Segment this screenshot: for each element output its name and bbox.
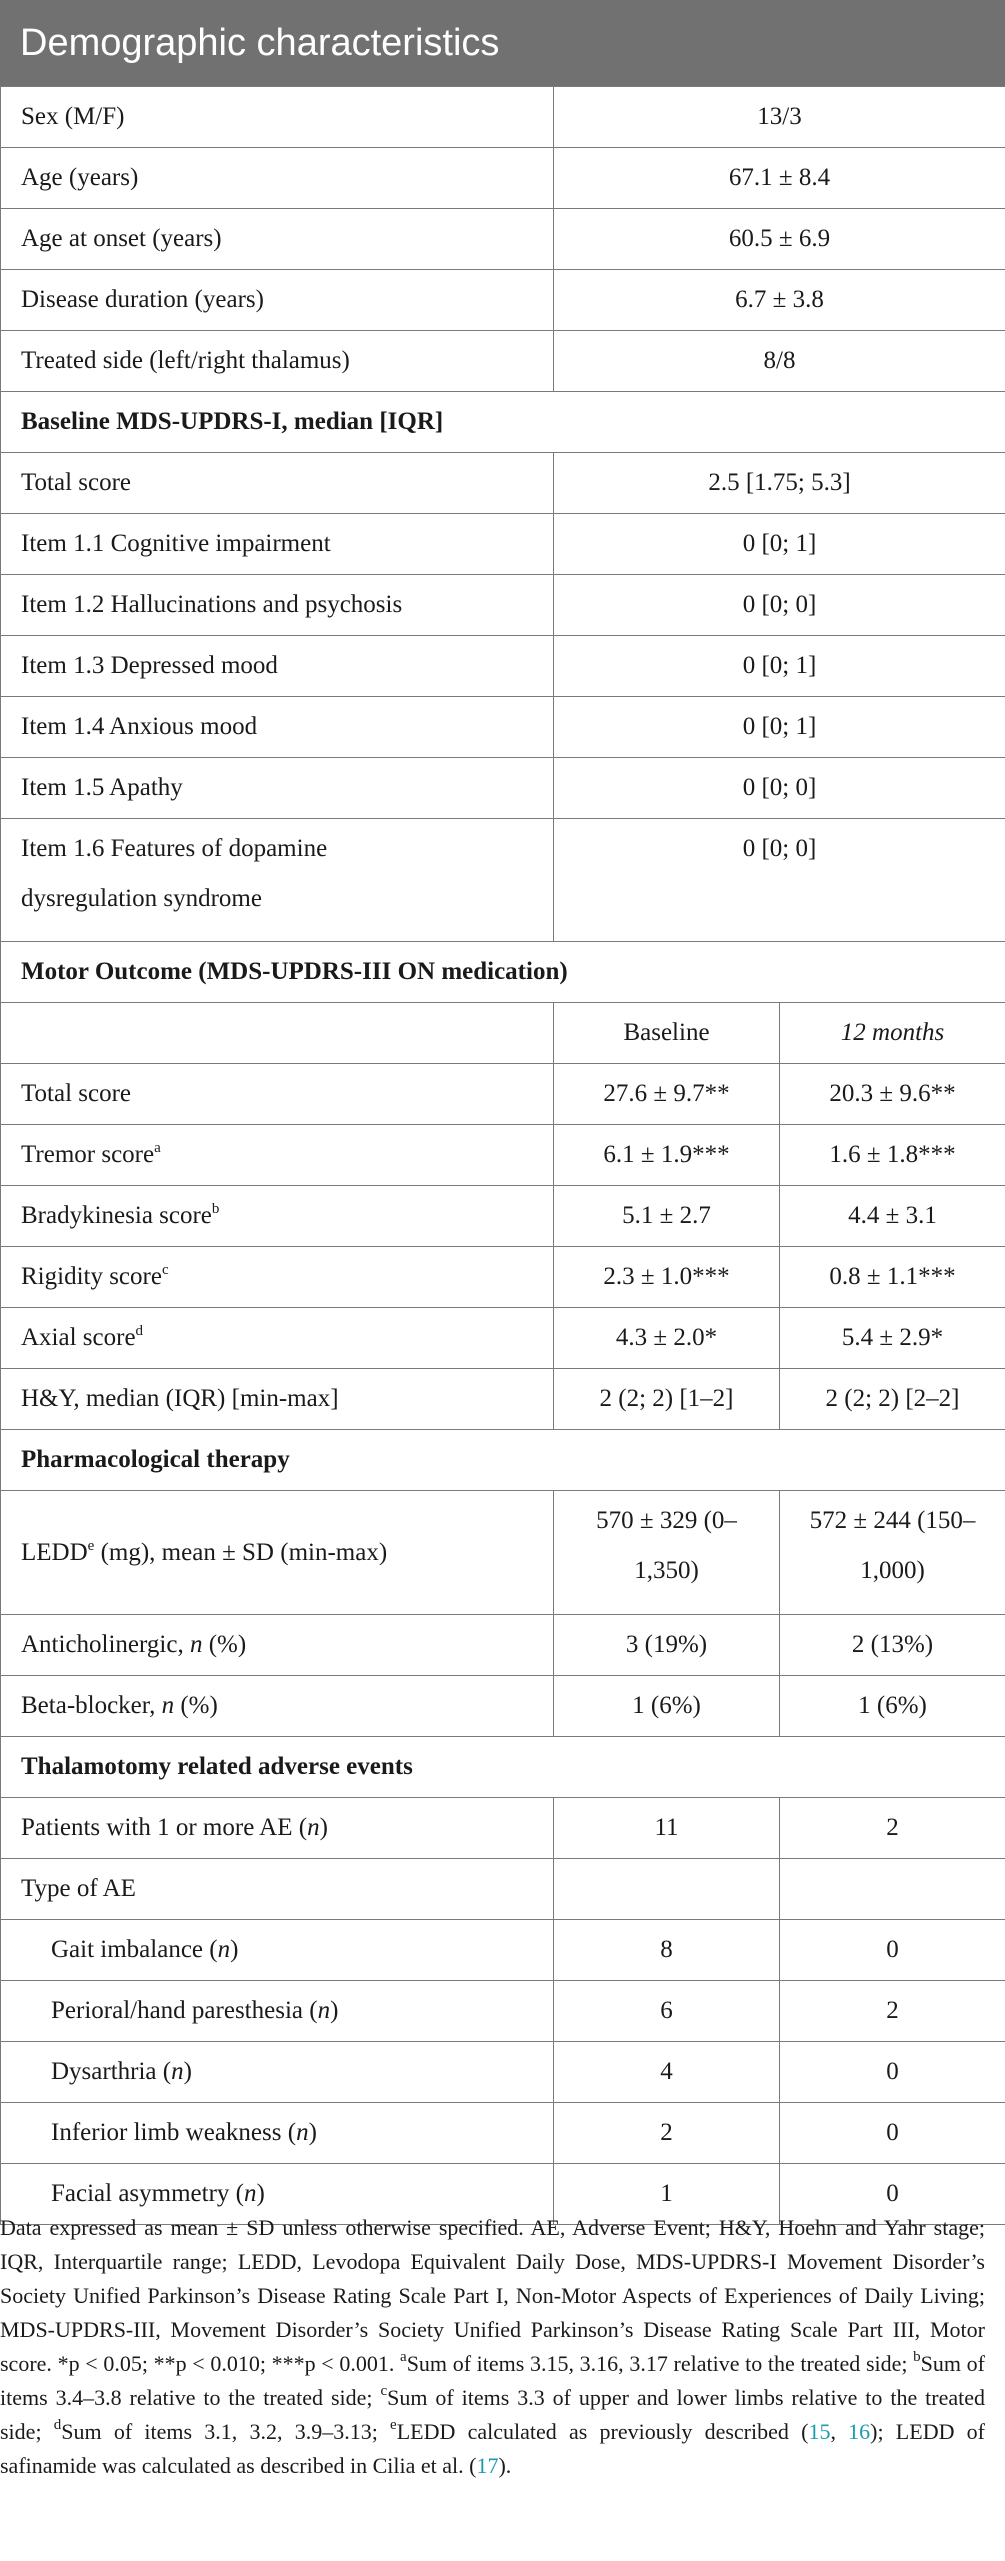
table-row (1, 514, 1005, 575)
12-month-value: 20.3 ± 9.6** (780, 1064, 1005, 1125)
footnote-text: *p < 0.05; **p < 0.010; ***p < 0.001. (57, 2351, 401, 2376)
baseline-value: 2 (2; 2) [1–2] (554, 1369, 780, 1430)
footnote-text: Sum of items 3.1, 3.2, 3.9–3.13; (61, 2419, 391, 2444)
footnote-marker: c (161, 1262, 169, 1278)
baseline-value: 1 (554, 2164, 780, 2225)
section-header-adverse (1, 1737, 1005, 1798)
row-label: Age at onset (years) (1, 209, 554, 270)
row-label-text: ) (330, 1997, 339, 2024)
reference-link-17[interactable]: 17 (476, 2453, 499, 2478)
row-value: 0 [0; 1] (554, 636, 1005, 697)
row-label: Total score (1, 1064, 554, 1125)
value-line: 570 ± 329 (0– (596, 1507, 737, 1534)
table-row (1, 2042, 1005, 2103)
table-row (1, 758, 1005, 819)
section-title: Thalamotomy related adverse events (1, 1737, 1005, 1798)
table-row (1, 697, 1005, 758)
footnote-marker: b (913, 2349, 921, 2365)
row-label-text: Facial asymmetry ( (51, 2180, 244, 2207)
row-label-text: LEDD (21, 1539, 88, 1566)
row-label: Total score (1, 453, 554, 514)
row-label: Sex (M/F) (1, 87, 554, 148)
row-label: Treated side (left/right thalamus) (1, 331, 554, 392)
footnote-text: Sum of items 3.4–3.8 relative to the treated side; (0, 2351, 985, 2410)
baseline-value: 11 (554, 1798, 780, 1859)
12-month-value: 2 (2; 2) [2–2] (780, 1369, 1005, 1430)
row-label-text: (mg), mean ± SD (min-max) (94, 1539, 388, 1566)
n-symbol: n (161, 1692, 175, 1719)
row-label: Type of AE (1, 1859, 554, 1920)
footnote-marker: e (390, 2417, 397, 2433)
row-label: Item 1.2 Hallucinations and psychosis (1, 575, 554, 636)
table-row (1, 87, 1005, 148)
section-header-pharma (1, 1430, 1005, 1491)
12-month-value: 4.4 ± 3.1 (780, 1186, 1005, 1247)
12-month-value: 0 (780, 2103, 1005, 2164)
12-month-value: 0 (780, 2042, 1005, 2103)
row-label: Item 1.4 Anxious mood (1, 697, 554, 758)
baseline-value: 2.3 ± 1.0*** (554, 1247, 780, 1308)
n-symbol: n (307, 1814, 320, 1841)
12-month-value: 0 (780, 1920, 1005, 1981)
baseline-value: 4.3 ± 2.0* (554, 1308, 780, 1369)
empty-cell (780, 1859, 1005, 1920)
footnote-marker: b (211, 1201, 220, 1217)
table-row (1, 1186, 1005, 1247)
row-label (1, 1247, 554, 1308)
table-row (1, 1064, 1005, 1125)
12-month-value: 2 (13%) (780, 1615, 1005, 1676)
12-month-value: 2 (780, 1798, 1005, 1859)
n-symbol: n (296, 2119, 309, 2146)
row-label-text: (%) (174, 1692, 218, 1719)
row-label (1, 1615, 554, 1676)
table-row (1, 1491, 1005, 1615)
table-row (1, 1981, 1005, 2042)
footnote-marker: d (53, 2417, 62, 2433)
12-month-value: 0.8 ± 1.1*** (780, 1247, 1005, 1308)
row-value: 6.7 ± 3.8 (554, 270, 1005, 331)
row-value: 0 [0; 0] (554, 819, 1005, 942)
row-label: Disease duration (years) (1, 270, 554, 331)
row-value: 0 [0; 1] (554, 697, 1005, 758)
footnote-marker: a (154, 1140, 161, 1156)
row-label: H&Y, median (IQR) [min-max] (1, 1369, 554, 1430)
empty-cell (1, 1003, 554, 1064)
footnote-marker: a (400, 2349, 407, 2365)
row-value: 0 [0; 0] (554, 758, 1005, 819)
row-label: Item 1.1 Cognitive impairment (1, 514, 554, 575)
section-header-motor (1, 942, 1005, 1003)
row-value: 13/3 (554, 87, 1005, 148)
baseline-value: 5.1 ± 2.7 (554, 1186, 780, 1247)
table-row (1, 1247, 1005, 1308)
value-line: 1,000) (860, 1557, 925, 1584)
table-row (1, 1615, 1005, 1676)
row-label-text: Beta-blocker, (21, 1692, 162, 1719)
row-label: Item 1.5 Apathy (1, 758, 554, 819)
column-header-row (1, 1003, 1005, 1064)
footnote-text: Sum of items 3.3 of upper and lower limbs relative to the treated side; (0, 2385, 985, 2444)
footnote-marker: d (135, 1323, 144, 1339)
footnote-text: ); LEDD of safinamide was calculated as described in Cilia et al. ( (0, 2419, 986, 2478)
table-row (1, 1859, 1005, 1920)
baseline-value: 8 (554, 1920, 780, 1981)
row-label-text: Rigidity score (21, 1263, 162, 1290)
row-label-text: Tremor score (21, 1141, 155, 1168)
table-row (1, 1125, 1005, 1186)
baseline-value: 2 (554, 2103, 780, 2164)
table-row (1, 2103, 1005, 2164)
table-row (1, 1369, 1005, 1430)
column-header-baseline: Baseline (554, 1003, 780, 1064)
row-label-text: Perioral/hand paresthesia ( (51, 1997, 318, 2024)
row-label-text: ) (230, 1936, 239, 1963)
row-label (1, 819, 554, 942)
12-month-value: 1 (6%) (780, 1676, 1005, 1737)
baseline-value: 3 (19%) (554, 1615, 780, 1676)
12-month-value: 2 (780, 1981, 1005, 2042)
row-label (1, 1981, 554, 2042)
12-month-value: 1.6 ± 1.8*** (780, 1125, 1005, 1186)
section-title: Baseline MDS-UPDRS-I, median [IQR] (1, 392, 1005, 453)
table-row (1, 1308, 1005, 1369)
row-value: 0 [0; 0] (554, 575, 1005, 636)
row-value: 2.5 [1.75; 5.3] (554, 453, 1005, 514)
n-symbol: n (189, 1631, 203, 1658)
table-row (1, 575, 1005, 636)
reference-link-15[interactable]: 15 (808, 2419, 831, 2444)
row-label-text: ) (256, 2180, 265, 2207)
row-label-text: ) (319, 1814, 328, 1841)
n-symbol: n (171, 2058, 184, 2085)
row-label (1, 1491, 554, 1615)
row-label (1, 2103, 554, 2164)
value-line: 572 ± 244 (150– (809, 1507, 976, 1534)
baseline-value: 27.6 ± 9.7** (554, 1064, 780, 1125)
row-label-text: Inferior limb weakness ( (51, 2119, 297, 2146)
row-label (1, 1308, 554, 1369)
footnote-text: , (830, 2419, 849, 2444)
row-label (1, 1798, 554, 1859)
row-label (1, 2042, 554, 2103)
value-line: 1,350) (634, 1557, 699, 1584)
table-row (1, 1676, 1005, 1737)
row-label-text: Dysarthria ( (51, 2058, 172, 2085)
table-row (1, 1920, 1005, 1981)
12-month-value: 5.4 ± 2.9* (780, 1308, 1005, 1369)
row-label (1, 1125, 554, 1186)
footnote-marker: c (380, 2383, 388, 2399)
section-title: Pharmacological therapy (1, 1430, 1005, 1491)
row-label (1, 1186, 554, 1247)
12-month-value (780, 1491, 1005, 1615)
row-label (1, 1676, 554, 1737)
table-row (1, 453, 1005, 514)
row-label-line: dysregulation syndrome (21, 885, 262, 912)
row-label-text: Bradykinesia score (21, 1202, 212, 1229)
footnote-text: Data expressed as mean ± SD unless otherwise specified. AE, Adverse Event; H&Y, Hoehn and Yahr stage; IQR, Interquartile range; LEDD, Levodopa Equivalent Daily Dose, MDS-UPDRS-I Movement Disorder’s Society Unified Parkinson’s Disease Rating Scale Part I, Non-Motor Aspects of Experiences of Daily Living; MDS-UPDRS-III, Movement Disorder’s Society Unified Parkinson’s Disease Rating Scale Part III, Motor score. (0, 2215, 985, 2376)
row-label: Age (years) (1, 148, 554, 209)
table-row (1, 209, 1005, 270)
row-value: 8/8 (554, 331, 1005, 392)
row-value: 67.1 ± 8.4 (554, 148, 1005, 209)
n-symbol: n (244, 2180, 257, 2207)
row-label-text: ) (308, 2119, 317, 2146)
table-row (1, 270, 1005, 331)
section-header-updrs1 (1, 392, 1005, 453)
n-symbol: n (217, 1936, 231, 1963)
baseline-value (554, 1491, 780, 1615)
baseline-value: 1 (6%) (554, 1676, 780, 1737)
baseline-value: 4 (554, 2042, 780, 2103)
empty-cell (554, 1859, 780, 1920)
table-row (1, 331, 1005, 392)
row-value: 60.5 ± 6.9 (554, 209, 1005, 270)
table-title: Demographic characteristics (0, 0, 1005, 86)
table-footnotes (0, 2211, 985, 2483)
baseline-value: 6 (554, 1981, 780, 2042)
row-label-text: Anticholinergic, (21, 1631, 190, 1658)
row-value: 0 [0; 1] (554, 514, 1005, 575)
row-label-line: Item 1.6 Features of dopamine (21, 835, 328, 862)
row-label (1, 1920, 554, 1981)
footnote-text: ). (498, 2453, 512, 2478)
reference-link-16[interactable]: 16 (848, 2419, 871, 2444)
demographics-table (0, 86, 1005, 2225)
12-month-value: 0 (780, 2164, 1005, 2225)
table-row (1, 148, 1005, 209)
column-header-12-months: 12 months (780, 1003, 1005, 1064)
row-label-text: (%) (202, 1631, 247, 1658)
table-row (1, 636, 1005, 697)
row-label: Item 1.3 Depressed mood (1, 636, 554, 697)
n-symbol: n (317, 1997, 331, 2024)
table-row (1, 819, 1005, 942)
baseline-value: 6.1 ± 1.9*** (554, 1125, 780, 1186)
table-row (1, 1798, 1005, 1859)
footnote-text: LEDD calculated as previously described ( (396, 2419, 809, 2444)
footnote-marker: e (87, 1538, 95, 1554)
section-title: Motor Outcome (MDS-UPDRS-III ON medication) (1, 942, 1005, 1003)
row-label-text: ) (183, 2058, 192, 2085)
row-label-text: Gait imbalance ( (51, 1936, 218, 1963)
footnote-text: Sum of items 3.15, 3.16, 3.17 relative to the treated side; (406, 2351, 914, 2376)
row-label-text: Axial score (21, 1324, 136, 1351)
row-label-text: Patients with 1 or more AE ( (21, 1814, 308, 1841)
